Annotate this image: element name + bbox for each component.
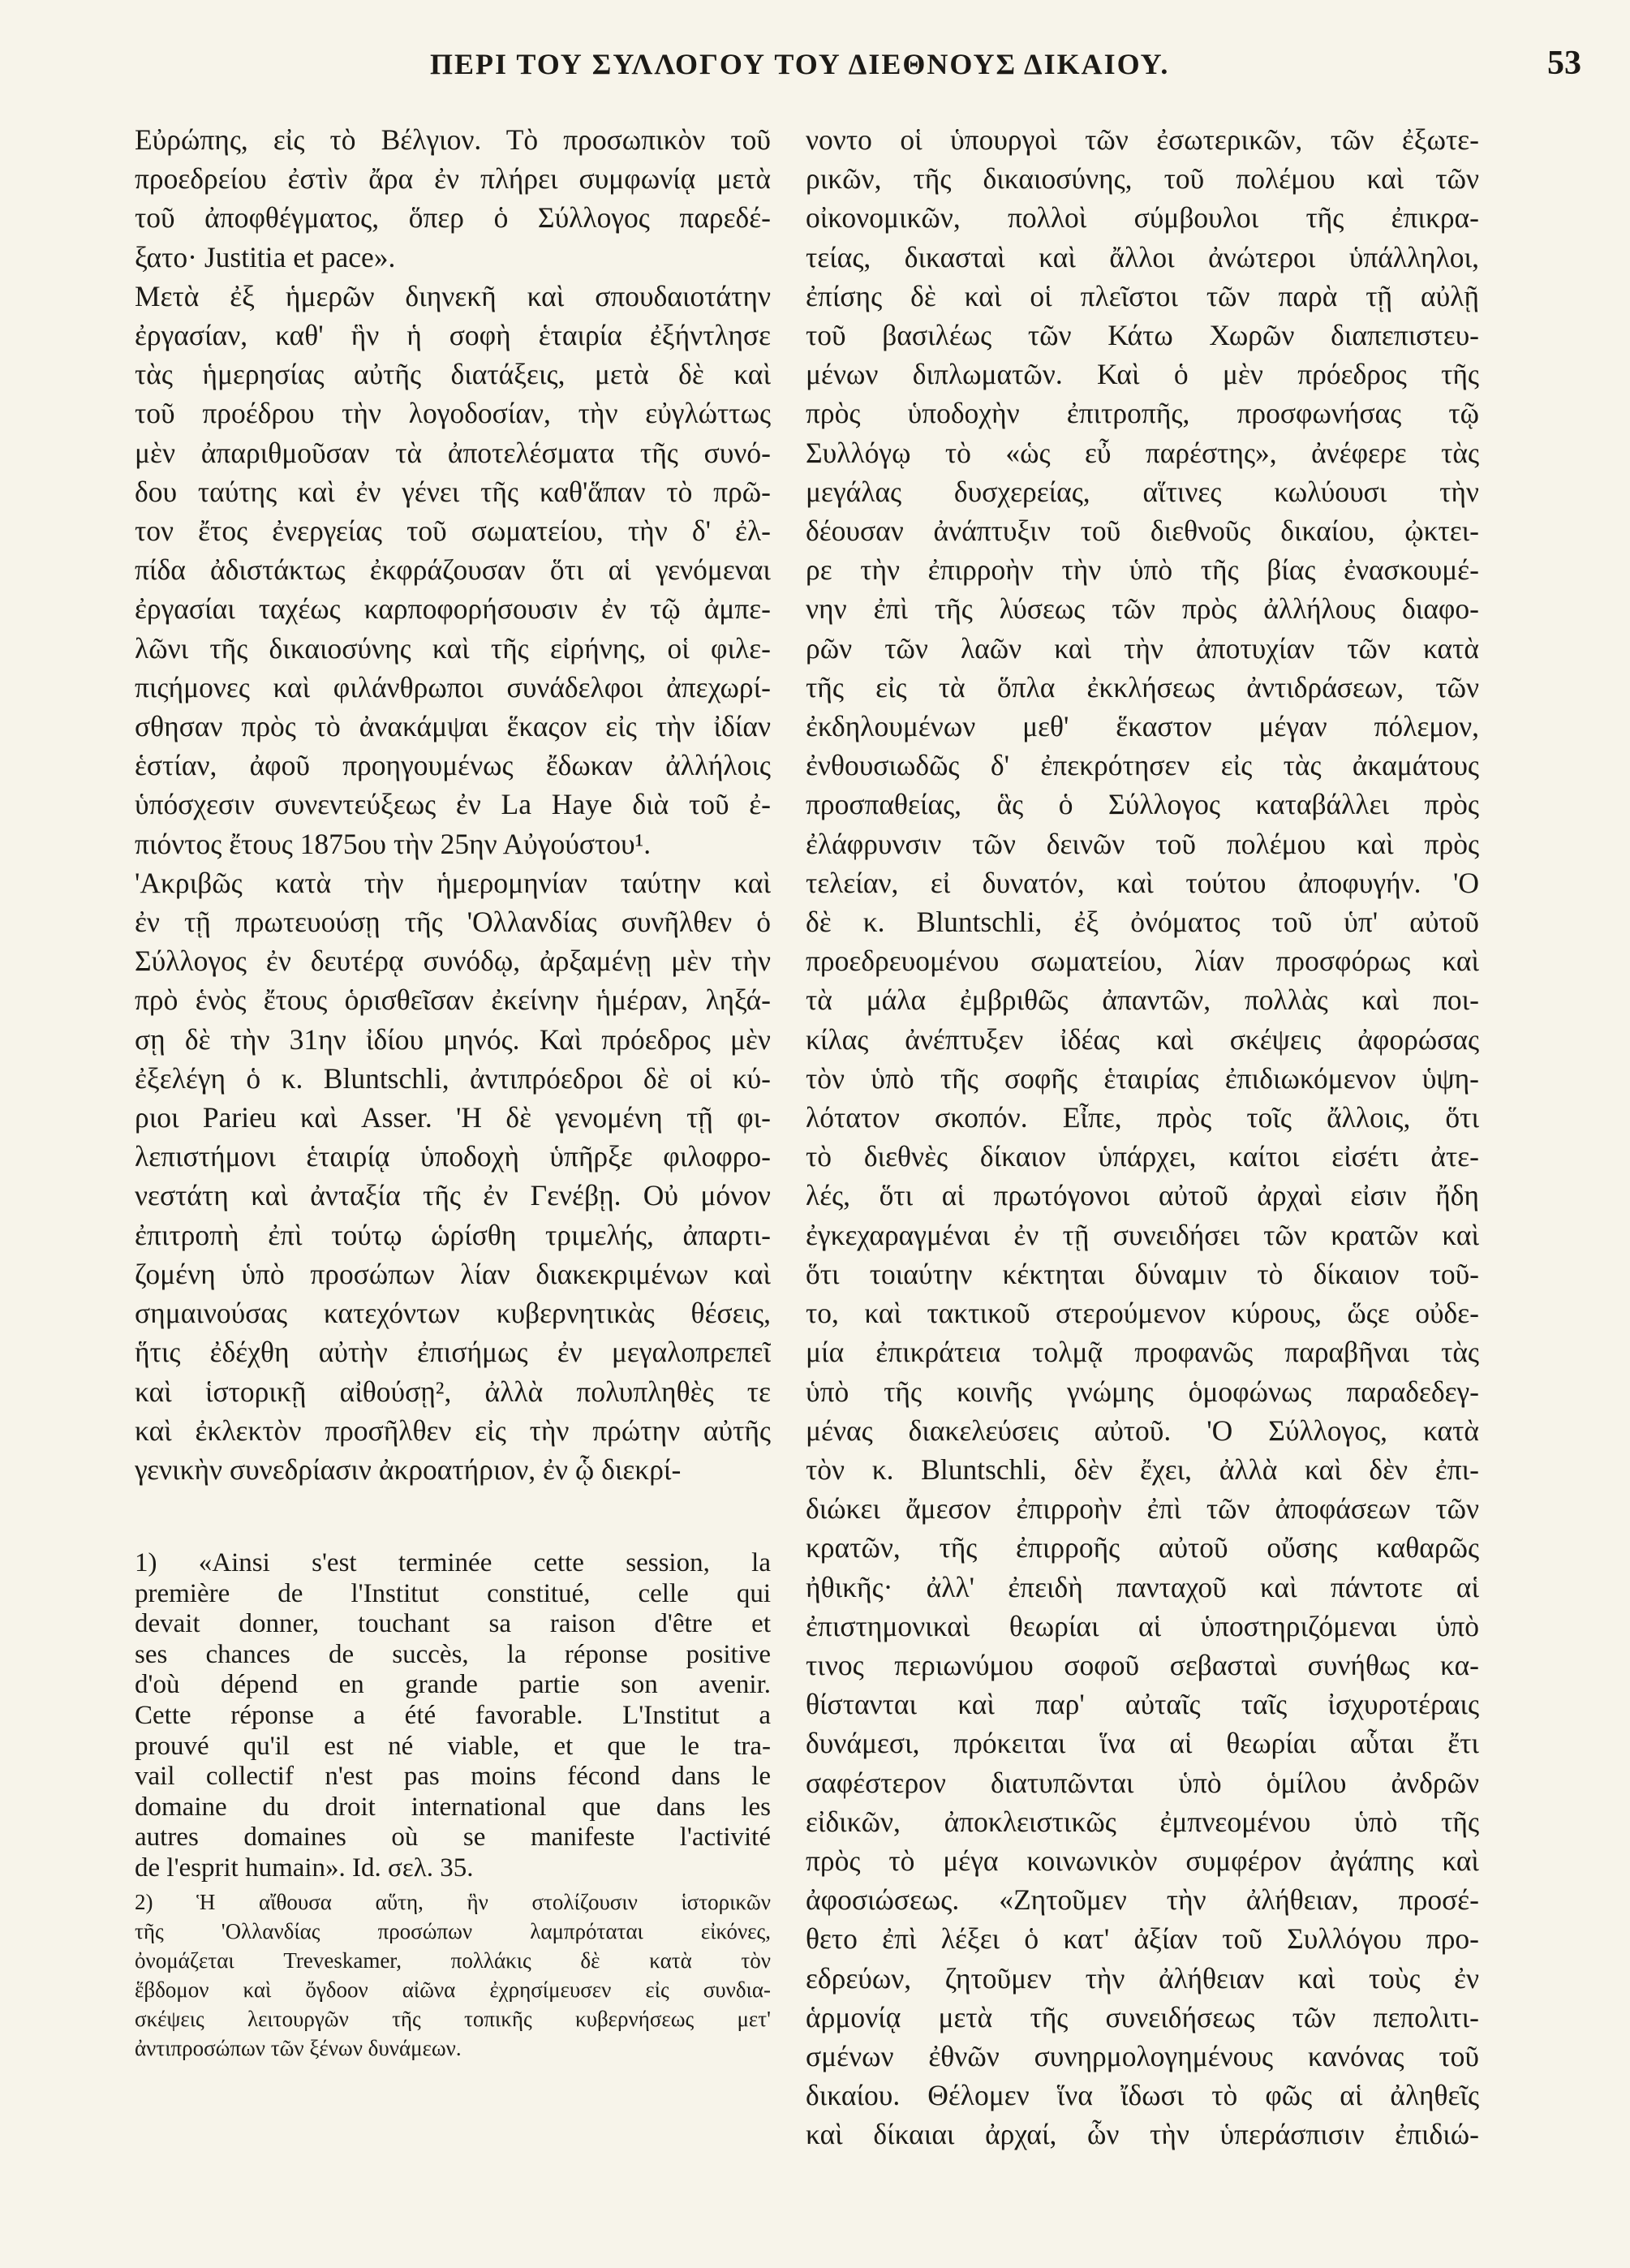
text-line: Εὐρώπης, εἰς τὸ Βέλγιον. Τὸ προσωπικὸν τοῦ (135, 123, 771, 156)
text-line: νεστάτη καὶ ἀνταξία τῆς ἐν Γενέβῃ. Οὐ μόνον (135, 1179, 771, 1212)
text-line: δικαίου. Θέλομεν ἵνα ἴδωσι τὸ φῶς αἱ ἀληθεῖς (806, 2079, 1479, 2112)
text-line: τοῦ βασιλέως τῶν Κάτω Χωρῶν διαπεπιστευ- (806, 319, 1479, 352)
text-line: τινος περιωνύμου σοφοῦ σεβασταὶ συνήθως κα- (806, 1648, 1479, 1681)
text-line: τὰς ἡμερησίας αὐτῆς διατάξεις, μετὰ δὲ καὶ (135, 358, 771, 391)
text-line: ρῶν τῶν λαῶν καὶ τὴν ἀποτυχίαν τῶν κατὰ (806, 631, 1479, 665)
text-line: πιόντος ἔτους 1875ου τὴν 25ην Αὐγούστου¹. (135, 827, 652, 860)
text-line: διώκει ἄμεσον ἐπιρροὴν ἐπὶ τῶν ἀποφάσεων τῶν (806, 1492, 1479, 1526)
text-line: ἐν τῇ πρωτευούσῃ τῆς 'Ολλανδίας συνῆλθεν ὁ (135, 906, 771, 939)
text-line: ὑπὸ τῆς κοινῆς γνώμης ὁμοφώνως παραδεδεγ- (806, 1375, 1479, 1408)
text-line: πιςήμονες καὶ φιλάνθρωποι συνάδελφοι ἀπεχωρί- (135, 670, 771, 704)
text-line: λῶνι τῆς δικαιοσύνης καὶ τῆς εἰρήνης, οἱ φιλε- (135, 631, 771, 665)
text-line: δυνάμεσι, πρόκειται ἵνα αἱ θεωρίαι αὗται ἔτι (806, 1727, 1479, 1760)
text-line: ἐπίσης δὲ καὶ οἱ πλεῖστοι τῶν παρὰ τῇ αὐλῇ (806, 279, 1479, 312)
text-line: τείας, δικασταὶ καὶ ἄλλοι ἀνώτεροι ὑπάλληλοι, (806, 240, 1479, 273)
footnote-2 (135, 1887, 771, 2063)
text-line: ὅτι τοιαύτην κέκτηται δύναμιν τὸ δίκαιον τοῦ- (806, 1257, 1479, 1290)
text-line: εἰδικῶν, ἀποκλειστικῶς ἐμπνεομένου ὑπὸ τῆς (806, 1805, 1479, 1838)
right-column (806, 120, 1479, 2154)
text-line: domaine du droit international que dans les (135, 1792, 771, 1822)
text-line: σθησαν πρὸς τὸ ἀνακάμψαι ἕκαςον εἰς τὴν ἰδίαν (135, 710, 771, 743)
text-line: γενικὴν συνεδρίασιν ἀκροατήριον, ἐν ᾧ διεκρί- (135, 1452, 682, 1486)
text-line: πρὸς τὸ μέγα κοινωνικὸν συμφέρον ἀγάπης καὶ (806, 1844, 1479, 1877)
text-line: ἐργασίαι ταχέως καρποφορήσουσιν ἐν τῷ ἀμπε- (135, 592, 771, 626)
text-line: τοῦ ἀποφθέγματος, ὅπερ ὁ Σύλλογος παρεδέ- (135, 201, 771, 235)
text-line: δὲ κ. Bluntschli, ἐξ ὀνόματος τοῦ ὑπ' αὐτοῦ (806, 906, 1479, 939)
text-line: πίδα ἀδιστάκτως ἐκφράζουσαν ὅτι αἱ γενόμεναι (135, 553, 771, 587)
text-line: σμένων ἐθνῶν συνηρμολογημένους κανόνας τοῦ (806, 2039, 1479, 2072)
text-line: προσπαθείας, ἃς ὁ Σύλλογος καταβάλλει πρὸς (806, 788, 1479, 821)
text-line: ses chances de succès, la réponse positive (135, 1639, 771, 1669)
text-line: μὲν ἀπαριθμοῦσαν τὰ ἀποτελέσματα τῆς συνό- (135, 436, 771, 469)
text-line: πρὸς ὑποδοχὴν ἐπιτροπῆς, προσφωνήσας τῷ (806, 397, 1479, 430)
text-line: ἐκδηλουμένων μεθ' ἕκαστον μέγαν πόλεμον, (806, 710, 1479, 743)
text-line: τῆς εἰς τὰ ὅπλα ἐκκλήσεως ἀντιδράσεων, τῶν (806, 670, 1479, 704)
text-line: τον ἔτος ἐνεργείας τοῦ σωματείου, τὴν δ' ἐλ- (135, 514, 771, 548)
text-line: κίλας ἀνέπτυξεν ἰδέας καὶ σκέψεις ἀφορώσας (806, 1022, 1479, 1056)
text-line: 1) «Ainsi s'est terminée cette session, la (135, 1548, 771, 1577)
footnotes (135, 1548, 771, 2063)
text-line: ὀνομάζεται Treveskamer, πολλάκις δὲ κατὰ τὸν (135, 1947, 771, 1973)
text-line: de l'esprit humain». Id. σελ. 35. (135, 1853, 474, 1883)
text-line: μένων διπλωματῶν. Καὶ ὁ μὲν πρόεδρος τῆς (806, 358, 1479, 391)
text-line: 2) Ἡ αἴθουσα αὕτη, ἣν στολίζουσιν ἱστορικῶν (135, 1889, 771, 1914)
text-line: τὸν κ. Bluntschli, δὲν ἔχει, ἀλλὰ καὶ δὲν ἐπι- (806, 1452, 1479, 1486)
text-line: καὶ ἱστορικῇ αἰθούσῃ², ἀλλὰ πολυπληθὲς τε (135, 1375, 771, 1408)
text-line: d'où dépend en grande partie son avenir. (135, 1670, 771, 1700)
text-line: autres domaines où se manifeste l'activité (135, 1823, 771, 1853)
text-line: τὰ μάλα ἐμβριθῶς ἀπαντῶν, πολλὰς καὶ ποι- (806, 983, 1479, 1017)
text-line: ξατο· Justitia et pace». (135, 240, 396, 273)
text-line: ἕβδομον καὶ ὄγδοον αἰῶνα ἐχρησίμευσεν εἰς συνδια- (135, 1977, 771, 2002)
text-line: ἐξελέγη ὁ κ. Bluntschli, ἀντιπρόεδροι δὲ οἱ κύ- (135, 1061, 771, 1095)
text-line: ἐργασίαν, καθ' ἣν ἡ σοφὴ ἑταιρία ἐξήντλησε (135, 319, 771, 352)
text-line: ἀντιπροσώπων τῶν ξένων δυνάμεων. (135, 2035, 462, 2060)
text-line: προεδρείου ἐστὶν ἄρα ἐν πλήρει συμφωνίᾳ μετὰ (135, 162, 771, 196)
text-line: λές, ὅτι αἱ πρωτόγονοι αὐτοῦ ἀρχαὶ εἰσιν ἤδη (806, 1179, 1479, 1212)
text-line: δέουσαν ἀνάπτυξιν τοῦ διεθνοῦς δικαίου, ᾠκτει- (806, 514, 1479, 548)
text-line: τῆς 'Ολλανδίας προσώπων λαμπρόταται εἰκόνες, (135, 1918, 771, 1943)
text-line: σκέψεις λειτουργῶν τῆς τοπικῆς κυβερνήσεως μετ' (135, 2006, 771, 2031)
text-line: λεπιστήμονι ἑταιρίᾳ ὑποδοχὴ ὑπῆρξε φιλοφρο- (135, 1140, 771, 1173)
text-line: θετο ἐπὶ λέξει ὁ κατ' ἀξίαν τοῦ Συλλόγου προ- (806, 1922, 1479, 1956)
text-line: 'Ακριβῶς κατὰ τὴν ἡμερομηνίαν ταύτην καὶ (135, 866, 771, 899)
text-line: ἐνθουσιωδῶς δ' ἐπεκρότησεν εἰς τὰς ἀκαμάτους (806, 749, 1479, 782)
running-title: ΠΕΡΙ ΤΟΥ ΣΥΛΛΟΓΟΥ ΤΟΥ ΔΙΕΘΝΟΥΣ ΔΙΚΑΙΟΥ. (430, 48, 1170, 80)
text-line: τὸ διεθνὲς δίκαιον ὑπάρχει, καίτοι εἰσέτι ἀτε- (806, 1140, 1479, 1173)
text-line: ἐγκεχαραγμέναι ἐν τῇ συνειδήσει τῶν κρατῶν καὶ (806, 1218, 1479, 1251)
text-line: νοντο οἱ ὑπουργοὶ τῶν ἐσωτερικῶν, τῶν ἐξωτε- (806, 123, 1479, 156)
text-line: ἐλάφρυνσιν τῶν δεινῶν τοῦ πολέμου καὶ πρὸς (806, 827, 1479, 860)
text-line: σημαινούσας κατεχόντων κυβερνητικὰς θέσεις, (135, 1297, 771, 1330)
text-line: ἀφοσιώσεως. «Ζητοῦμεν τὴν ἀλήθειαν, προσέ- (806, 1883, 1479, 1917)
text-line: τελείαν, εἰ δυνατόν, καὶ τούτου ἀποφυγήν. 'Ο (806, 866, 1479, 899)
text-line: Μετὰ ἐξ ἡμερῶν διηνεκῆ καὶ σπουδαιοτάτην (135, 279, 771, 312)
text-line: σαφέστερον διατυπῶνται ὑπὸ ὁμίλου ἀνδρῶν (806, 1766, 1479, 1799)
text-line: σῃ δὲ τὴν 31ην ἰδίου μηνός. Καὶ πρόεδρος μὲν (135, 1022, 771, 1056)
text-line: θίστανται καὶ παρ' αὐταῖς ταῖς ἰσχυροτέραις (806, 1688, 1479, 1721)
text-line: καὶ ἐκλεκτὸν προσῆλθεν εἰς τὴν πρώτην αὐτῆς (135, 1414, 771, 1447)
text-line: Σύλλογος ἐν δευτέρᾳ συνόδῳ, ἀρξαμένῃ μὲν τὴν (135, 945, 771, 978)
text-line: μένας διακελεύσεις αὐτοῦ. 'Ο Σύλλογος, κατὰ (806, 1414, 1479, 1447)
text-line: ζομένη ὑπὸ προσώπων λίαν διακεκριμένων καὶ (135, 1257, 771, 1290)
text-line: νην ἐπὶ τῆς λύσεως τῶν πρὸς ἀλλήλους διαφο- (806, 592, 1479, 626)
text-line: ἠθικῆς· ἀλλ' ἐπειδὴ πανταχοῦ καὶ πάντοτε αἱ (806, 1570, 1479, 1603)
text-line: τοῦ προέδρου τὴν λογοδοσίαν, τὴν εὐγλώττως (135, 397, 771, 430)
text-line: προεδρευομένου σωματείου, λίαν προσφόρως καὶ (806, 945, 1479, 978)
text-line: ἑστίαν, ἀφοῦ προηγουμένως ἔδωκαν ἀλλήλοις (135, 749, 771, 782)
text-line: μεγάλας δυσχερείας, αἵτινες κωλύουσι τὴν (806, 475, 1479, 508)
text-line: δου ταύτης καὶ ἐν γένει τῆς καθ'ἅπαν τὸ πρῶ- (135, 475, 771, 508)
text-line: ρικῶν, τῆς δικαιοσύνης, τοῦ πολέμου καὶ τῶν (806, 162, 1479, 196)
text-line: οἰκονομικῶν, πολλοὶ σύμβουλοι τῆς ἐπικρα- (806, 201, 1479, 235)
text-line: εδρεύων, ζητοῦμεν τὴν ἀλήθειαν καὶ τοὺς ἐν (806, 1961, 1479, 1995)
page-header (114, 47, 1581, 96)
text-line: première de l'Institut constitué, celle qui (135, 1578, 771, 1608)
text-line: Cette réponse a été favorable. L'Institut a (135, 1700, 771, 1730)
text-line: ἐπιτροπὴ ἐπὶ τούτῳ ὡρίσθη τριμελής, ἀπαρτι- (135, 1218, 771, 1251)
text-line: ρε τὴν ἐπιρροὴν τὴν ὑπὸ τῆς βίας ἐνασκουμέ- (806, 553, 1479, 587)
text-line: devait donner, touchant sa raison d'être et (135, 1609, 771, 1639)
text-line: vail collectif n'est pas moins fécond dans le (135, 1762, 771, 1792)
text-line: καὶ δίκαιαι ἀρχαί, ὧν τὴν ὑπεράσπισιν ἐπιδιώ- (806, 2118, 1479, 2151)
text-line: ριοι Parieu καὶ Asser. 'Η δὲ γενομένη τῇ φι- (135, 1101, 771, 1134)
text-line: ἥτις ἐδέχθη αὐτὴν ἐπισήμως ἐν μεγαλοπρεπεῖ (135, 1336, 771, 1369)
text-line: prouvé qu'il est né viable, et que le tra- (135, 1731, 771, 1761)
text-line: ἁρμονίᾳ μετὰ τῆς συνειδήσεως τῶν πεπολιτι- (806, 2000, 1479, 2033)
text-line: κρατῶν, τῆς ἐπιρροῆς αὐτοῦ οὔσης καθαρῶς (806, 1531, 1479, 1564)
page-number: 53 (1547, 45, 1581, 82)
text-line: μία ἐπικράτεια τολμᾷ προφανῶς παραβῆναι τὰς (806, 1336, 1479, 1369)
text-line: Συλλόγῳ τὸ «ὡς εὖ παρέστης», ἀνέφερε τὰς (806, 436, 1479, 469)
text-line: τὸν ὑπὸ τῆς σοφῆς ἑταιρίας ἐπιδιωκόμενον ὑψη- (806, 1061, 1479, 1095)
text-line: ὑπόσχεσιν συνεντεύξεως ἐν La Haye διὰ τοῦ ἐ- (135, 788, 771, 821)
text-line: λότατον σκοπόν. Εἶπε, πρὸς τοῖς ἄλλοις, ὅτι (806, 1101, 1479, 1134)
text-line: πρὸ ἑνὸς ἔτους ὁρισθεῖσαν ἐκείνην ἡμέραν, ληξά- (135, 983, 771, 1017)
left-column (135, 120, 771, 1489)
footnote-1 (135, 1548, 771, 1884)
text-line: ἐπιστημονικαὶ θεωρίαι αἱ ὑποστηριζόμεναι ὑπὸ (806, 1609, 1479, 1642)
text-line: το, καὶ τακτικοῦ στερούμενον κύρους, ὥςε οὐδε- (806, 1297, 1479, 1330)
